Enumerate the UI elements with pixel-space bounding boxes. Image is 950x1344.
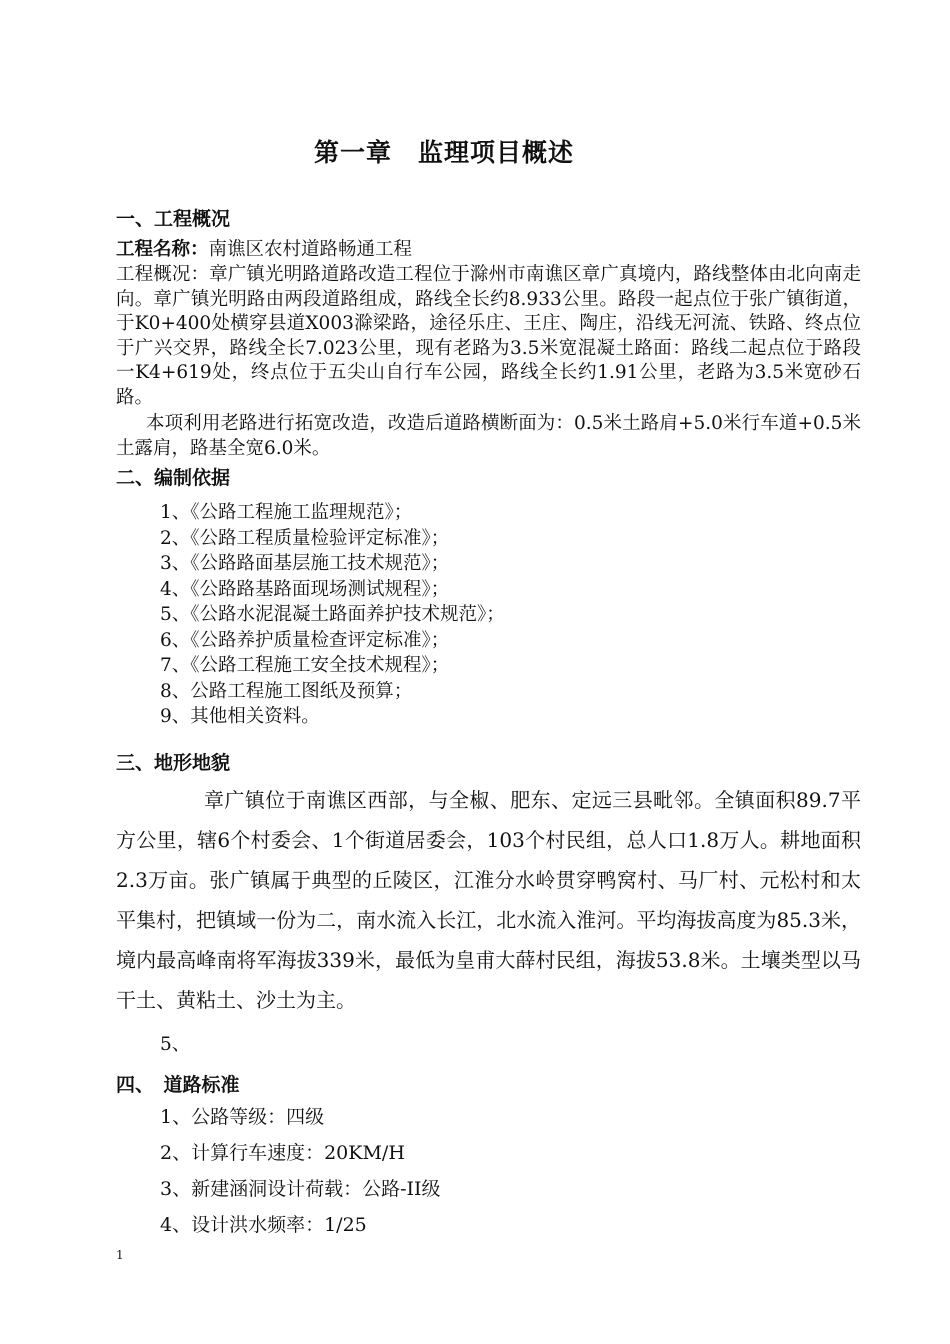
list-item: 2、《公路工程质量检验评定标准》； <box>160 527 450 549</box>
list-item: 5、《公路水泥混凝土路面养护技术规范》； <box>160 604 505 625</box>
project-name-value: 南谯区农村道路畅通工程 <box>208 239 413 260</box>
reference-list <box>160 500 505 730</box>
section-4-heading: 四、 道路标准 <box>116 1074 240 1096</box>
section-1-heading: 一、工程概况 <box>116 208 231 230</box>
list-item: 4、设计洪水频率：1/25 <box>160 1214 367 1236</box>
list-item: 1、《公路工程施工监理规范》； <box>160 502 413 523</box>
road-standard-list <box>160 1099 441 1243</box>
chapter-title: 第一章 监理项目概述 <box>313 138 574 167</box>
list-item: 9、其他相关资料。 <box>160 706 320 727</box>
list-item: 8、公路工程施工图纸及预算； <box>160 680 413 702</box>
project-plan-paragraph: 本项利用老路进行拓宽改造，改造后道路横断面为：0.5米土路肩+5.0米行车道+0.5米土露肩，路基全宽6.0米。 <box>116 413 861 459</box>
section-2-heading: 二、编制依据 <box>116 467 231 489</box>
trailing-item: 5、 <box>160 1034 191 1055</box>
list-item: 3、新建涵洞设计荷载：公路-II级 <box>160 1178 441 1200</box>
project-overview-paragraph: 工程概况：章广镇光明路道路改造工程位于滁州市南谯区章广真境内，路线整体由北向南走向。章广镇光明路由两段道路组成，路线全长约8.933公里。路段一起点位于张广镇街道，于K0+400处横穿县道X003滁梁路，途径乐庄、王庄、陶庄，沿线无河流、铁路、终点位于广兴交界，路线全长7.023公里，现有老路为3.5米宽混凝土路面：路线二起点位于路段一K4+619处，终点位于五尖山自行车公园，路线全长约1.91公里，老路为3.5米宽砂石路。 <box>116 264 861 408</box>
section-3-heading: 三、地形地貌 <box>116 752 231 774</box>
list-item: 3、《公路路面基层施工技术规范》； <box>160 553 450 574</box>
list-item: 1、公路等级：四级 <box>160 1106 325 1128</box>
list-item: 6、《公路养护质量检查评定标准》； <box>160 629 450 651</box>
list-item: 2、计算行车速度：20KM/H <box>160 1142 405 1164</box>
list-item: 7、《公路工程施工安全技术规程》； <box>160 655 450 676</box>
page-number: 1 <box>116 1248 124 1262</box>
list-item: 4、《公路路基路面现场测试规程》； <box>160 578 450 600</box>
project-name-label: 工程名称： <box>116 239 209 260</box>
project-name-line <box>116 238 861 263</box>
terrain-paragraph: 章广镇位于南谯区西部，与全椒、肥东、定远三县毗邻。全镇面积89.7平方公里，辖6个村委会、1个街道居委会，103个村民组，总人口1.8万人。耕地面积2.3万亩。张广镇属于典型的丘陵区，江淮分水岭贯穿鸭窝村、马厂村、元松村和太平集村，把镇域一份为二，南水流入长江，北水流入淮河。平均海拔高度为85.3米，境内最高峰南将军海拔339米，最低为皇甫大薛村民组，海拔53.8米。土壤类型以马干土、黄粘土、沙土为主。 <box>116 788 861 1012</box>
